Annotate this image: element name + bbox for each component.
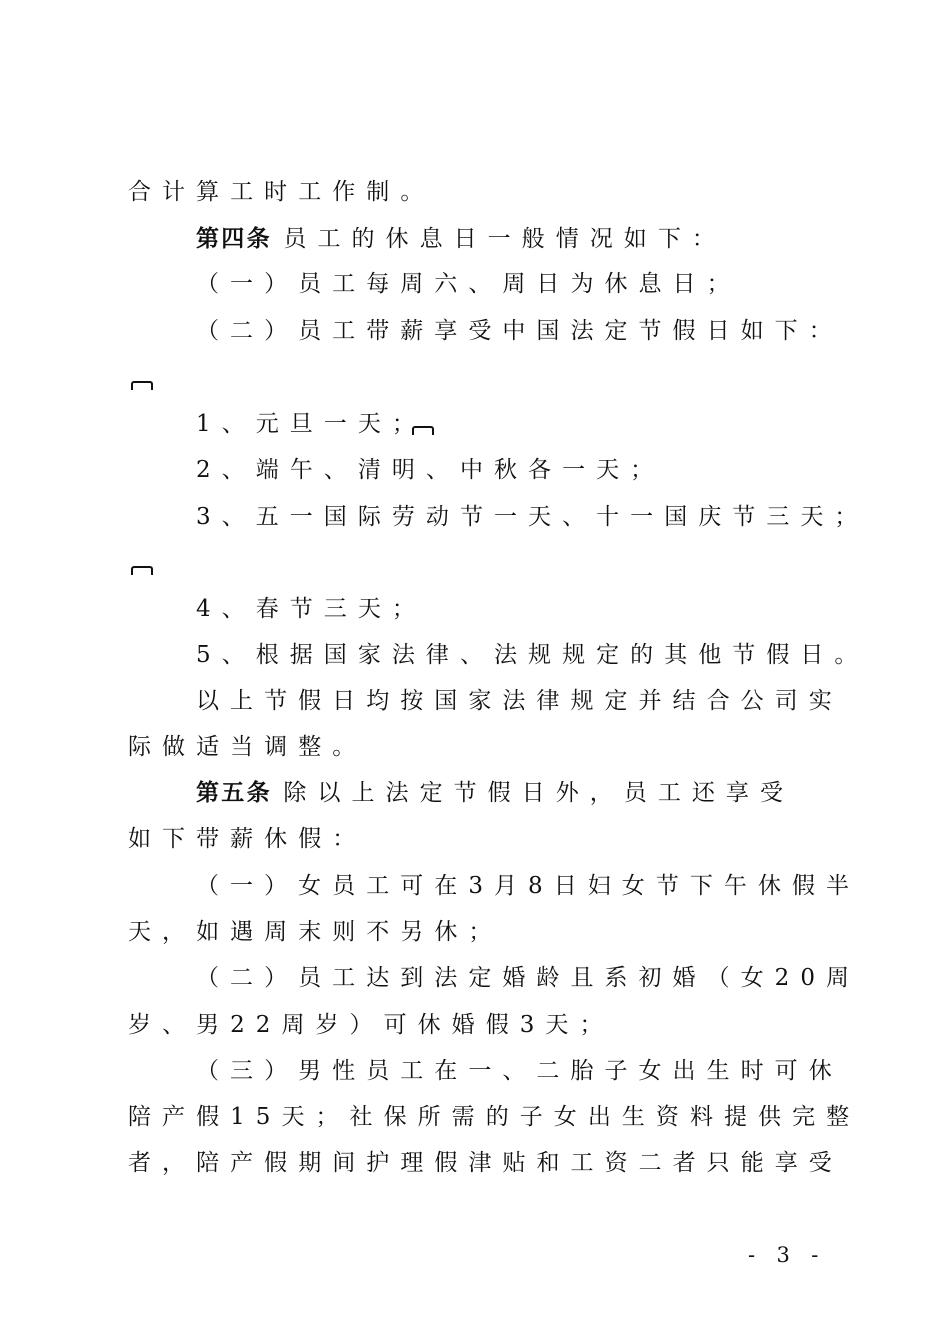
body-line: 陪产假15天；社保所需的子女出生资料提供完整	[128, 1104, 861, 1130]
article-five-line	[196, 773, 828, 813]
list-item: 5、根据国家法律、法规规定的其他节假日。	[196, 642, 869, 668]
article-heading: 第四条	[196, 226, 272, 252]
list-item: 4、春节三天；	[196, 596, 426, 622]
body-line: 天，如遇周末则不另休；	[128, 919, 503, 945]
list-item: （三）男性员工在一、二胎子女出生时可休	[196, 1058, 843, 1084]
paragraph-mark-icon	[131, 566, 153, 575]
list-item: 2、端午、清明、中秋各一天；	[196, 457, 665, 483]
list-item: （二）员工带薪享受中国法定节假日如下：	[196, 318, 843, 344]
article-text: 员工的休息日一般情况如下：	[283, 226, 726, 252]
list-item: （二）员工达到法定婚龄且系初婚（女20周	[196, 965, 861, 991]
list-item: 1、元旦一天；	[196, 411, 426, 437]
article-four-line	[196, 219, 828, 259]
body-line: 岁、男22周岁）可休婚假3天；	[128, 1012, 614, 1038]
body-line: 合计算工时工作制。	[128, 179, 435, 205]
list-item: （一）员工每周六、周日为休息日；	[196, 271, 741, 297]
paragraph-mark-icon	[412, 426, 434, 435]
body-line: 如下带薪休假：	[128, 826, 367, 852]
page-number: - 3 -	[748, 1243, 826, 1267]
body-line: 者，陪产假期间护理假津贴和工资二者只能享受	[128, 1150, 843, 1176]
body-line: 以上节假日均按国家法律规定并结合公司实	[196, 688, 843, 714]
list-item: （一）女员工可在3月8日妇女节下午休假半	[196, 873, 861, 899]
paragraph-mark-icon	[131, 381, 153, 390]
article-heading: 第五条	[196, 780, 272, 806]
body-line: 际做适当调整。	[128, 734, 367, 760]
article-text: 除以上法定节假日外，员工还享受	[283, 780, 795, 806]
list-item: 3、五一国际劳动节一天、十一国庆节三天；	[196, 504, 869, 530]
